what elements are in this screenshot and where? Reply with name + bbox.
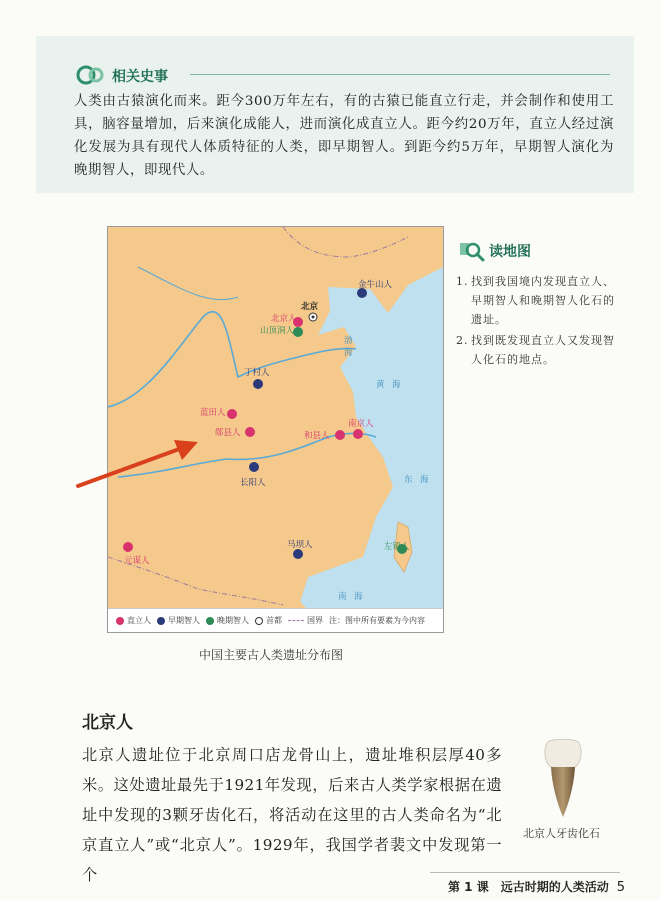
read-map-item: [456, 272, 616, 329]
footer-rule: [430, 872, 620, 873]
legend-late: 晚期智人: [217, 616, 249, 625]
sea-label-nanhai-1: 南: [338, 592, 347, 602]
capital-label: 北京: [301, 302, 319, 312]
legend-capital: 首都: [266, 616, 282, 625]
legend-border: 国界: [307, 616, 323, 625]
page-number: 5: [616, 880, 625, 895]
legend-late-swatch: [206, 617, 214, 625]
site-shandingdong-marker: [293, 327, 303, 337]
related-history-title: 相关史事: [112, 69, 168, 85]
sea-label-bohai-2: 海: [344, 348, 353, 358]
red-arrow-annotation: [70, 430, 210, 500]
magnifier-icon: [459, 240, 485, 262]
sea-label-donghai-1: 东: [404, 475, 413, 485]
read-map-title: 读地图: [489, 244, 531, 260]
section-body-text: 北京人遗址位于北京周口店龙骨山上，遗址堆积层厚40多米。这处遗址最先于1921年发现，后来古人类学家根据在遗址中发现的3颗牙齿化石，将活动在这里的古人类命名为“北京直立人”或“北京人”。1929年，我国学者裴文中发现第一个: [82, 746, 502, 884]
site-nanjing-label: 南京人: [348, 419, 374, 429]
site-jinniushan-label: 金牛山人: [358, 280, 393, 290]
sea-label-nanhai-2: 海: [354, 592, 363, 602]
sea-label-huanghai-1: 黄: [376, 380, 385, 390]
related-history-icon: [76, 62, 106, 88]
section-title: 北京人: [82, 713, 133, 733]
page-footer: [448, 878, 625, 895]
site-zuozhen-label: 左镇人: [384, 542, 410, 552]
site-maba-label: 马坝人: [287, 540, 313, 550]
site-lantian-label: 蓝田人: [200, 408, 226, 418]
legend-border-swatch: [288, 620, 304, 621]
site-beijing-label: 北京人: [271, 314, 297, 324]
sea-label-donghai-2: 海: [420, 475, 429, 485]
sea-label-bohai-1: 渤: [344, 336, 353, 346]
legend-early-swatch: [157, 617, 165, 625]
read-map-list: [456, 272, 616, 371]
site-yuanmou-marker: [123, 542, 133, 552]
legend-note: 注：图中所有要素为今内容: [329, 616, 425, 625]
site-nanjing-marker: [353, 429, 363, 439]
site-hexian-label: 和县人: [304, 431, 330, 441]
site-hexian-marker: [335, 430, 345, 440]
read-map-item: [456, 331, 616, 369]
legend-early: 早期智人: [168, 616, 200, 625]
divider: [190, 74, 610, 75]
site-shandingdong-label: 山顶洞人: [260, 326, 295, 336]
legend-erectus: 直立人: [127, 616, 151, 625]
site-yunxian-label: 郧县人: [215, 428, 241, 438]
map-legend: [108, 608, 443, 632]
site-changyang-label: 长阳人: [240, 478, 266, 488]
read-map-item-number: 2.: [456, 334, 469, 347]
site-lantian-marker: [227, 409, 237, 419]
sea-label-huanghai-2: 海: [392, 380, 401, 390]
site-dingcun-marker: [253, 379, 263, 389]
legend-erectus-swatch: [116, 617, 124, 625]
site-dingcun-label: 丁村人: [244, 368, 270, 378]
map-caption: 中国主要古人类遗址分布图: [199, 648, 344, 662]
legend-capital-swatch: [255, 617, 263, 625]
footer-lesson: 第 1 课 远古时期的人类活动: [448, 880, 609, 894]
site-changyang-marker: [249, 462, 259, 472]
site-maba-marker: [293, 549, 303, 559]
read-map-item-text: 找到既发现直立人又发现智人化石的地点。: [471, 334, 615, 366]
tooth-caption: 北京人牙齿化石: [523, 827, 600, 840]
tooth-fossil-image: [541, 737, 585, 819]
site-yuanmou-label: 元谋人: [124, 556, 150, 566]
site-yunxian-marker: [245, 427, 255, 437]
related-history-text: 人类由古猿演化而来。距今300万年左右，有的古猿已能直立行走，并会制作和使用工具，脑容量增加，后来演化成能人，进而演化成直立人。距今约20万年，直立人经过演化发展为具有现代人体质特征的人类，即早期智人。到距今约5万年，早期智人演化为晚期智人，即现代人。: [74, 94, 614, 178]
read-map-item-number: 1.: [456, 275, 469, 288]
read-map-item-text: 找到我国境内发现直立人、早期智人和晚期智人化石的遗址。: [471, 275, 615, 326]
